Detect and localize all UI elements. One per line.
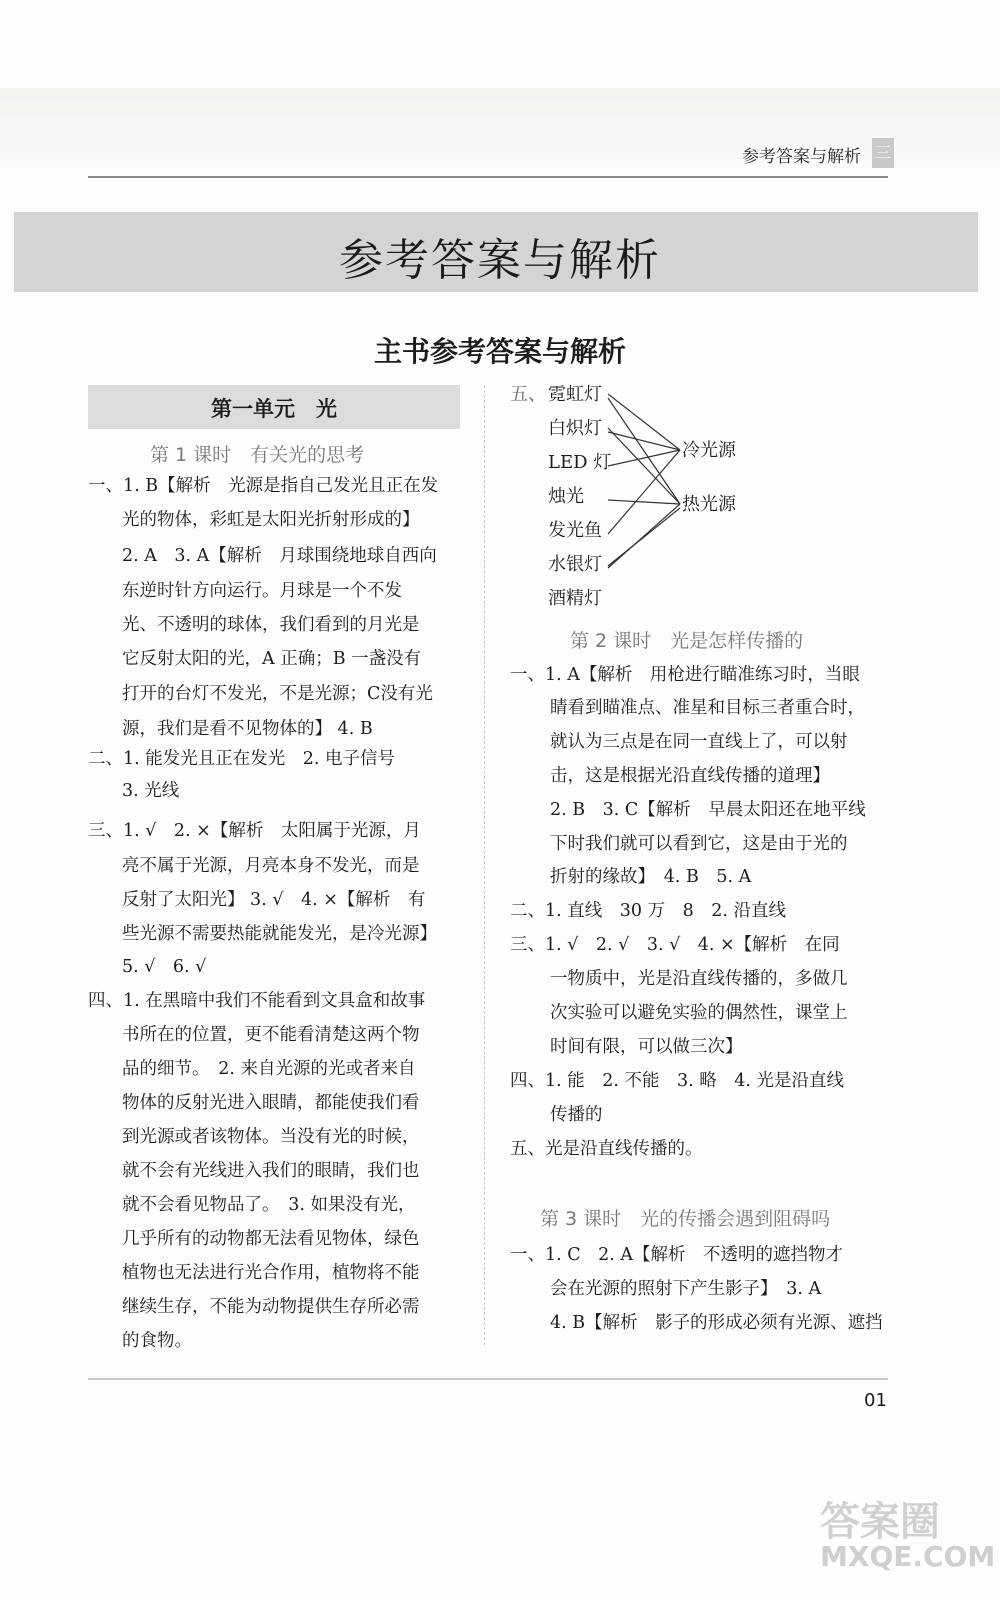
left-line-15: 5. √ 6. √ bbox=[122, 957, 207, 977]
right-a-line-15: 五、光是沿直线传播的。 bbox=[510, 1139, 703, 1159]
left-line-20: 到光源或者该物体。当没有光的时候， bbox=[122, 1127, 420, 1147]
diagram-left-item-5: 发光鱼 bbox=[548, 520, 602, 541]
diagram-left-item-3: LED 灯 bbox=[548, 452, 612, 473]
lesson-3-heading: 第 3 课时 光的传播会遇到阻碍吗 bbox=[540, 1208, 831, 1230]
running-header: 参考答案与解析 bbox=[742, 147, 861, 167]
left-line-4: 东逆时针方向运行。月球是一个不发 bbox=[122, 581, 402, 601]
diagram-left-item-2: 白炽灯 bbox=[548, 418, 602, 439]
left-line-14: 些光源不需要热能就能发光，是冷光源】 bbox=[122, 924, 437, 944]
left-line-7: 打开的台灯不发光，不是光源；C没有光 bbox=[122, 684, 433, 704]
left-line-22: 就不会看见物品了。 3. 如果没有光， bbox=[122, 1195, 416, 1215]
right-a-line-5: 2. B 3. C【解析 早晨太阳还在地平线 bbox=[550, 800, 866, 820]
right-a-line-12: 时间有限，可以做三次】 bbox=[550, 1037, 743, 1057]
right-a-line-14: 传播的 bbox=[550, 1105, 603, 1125]
matching-lines bbox=[484, 384, 784, 584]
watermark-url: MXQE.COM bbox=[820, 1540, 996, 1573]
left-line-19: 物体的反射光进入眼睛，都能使我们看 bbox=[122, 1093, 420, 1113]
page-title: 参考答案与解析 bbox=[339, 235, 661, 286]
diagram-left-item-6: 水银灯 bbox=[548, 554, 602, 575]
left-line-13: 反射了太阳光】 3. √ 4. ×【解析 有 bbox=[122, 890, 426, 910]
right-a-line-9: 三、1. √ 2. √ 3. √ 4. ×【解析 在同 bbox=[510, 935, 840, 955]
left-line-26: 的食物。 bbox=[122, 1331, 192, 1351]
line-mercury-hot bbox=[608, 504, 680, 568]
left-line-11: 三、1. √ 2. ×【解析 太阳属于光源，月 bbox=[88, 821, 421, 841]
lesson-2-heading: 第 2 课时 光是怎样传播的 bbox=[570, 630, 804, 652]
right-a-line-1: 一、1. A【解析 用枪进行瞄准练习时，当眼 bbox=[510, 665, 860, 685]
line-neon-hot bbox=[608, 398, 680, 504]
right-b-line-3: 4. B【解析 影子的形成必须有光源、遮挡 bbox=[550, 1313, 883, 1333]
page-number: 01 bbox=[864, 1390, 887, 1411]
right-b-line-2: 会在光源的照射下产生影子】 3. A bbox=[550, 1279, 822, 1299]
left-line-25: 继续生存，不能为动物提供生存所必需 bbox=[122, 1297, 420, 1317]
right-a-line-8: 二、1. 直线 30 万 8 2. 沿直线 bbox=[510, 901, 786, 921]
diagram-right-item-1: 冷光源 bbox=[682, 440, 736, 461]
left-line-3: 2. A 3. A【解析 月球围绕地球自西向 bbox=[122, 546, 437, 566]
left-line-16: 四、1. 在黑暗中我们不能看到文具盒和故事 bbox=[88, 991, 426, 1011]
right-a-line-13: 四、1. 能 2. 不能 3. 略 4. 光是沿直线 bbox=[510, 1071, 845, 1091]
left-line-8: 源，我们是看不见物体的】 4. B bbox=[122, 719, 373, 739]
right-a-line-10: 一物质中，光是沿直线传播的，多做几 bbox=[550, 969, 848, 989]
section-subtitle: 主书参考答案与解析 bbox=[373, 335, 626, 368]
diagram-left-item-7: 酒精灯 bbox=[548, 588, 602, 609]
watermark-logo: 答案圈 bbox=[820, 1499, 940, 1545]
right-a-line-3: 就认为三点是在同一直线上了，可以射 bbox=[550, 732, 848, 752]
left-line-6: 它反射太阳的光，A 正确；B 一盏没有 bbox=[122, 649, 422, 669]
left-line-9: 二、1. 能发光且正在发光 2. 电子信号 bbox=[88, 749, 396, 769]
left-line-12: 亮不属于光源，月亮本身不发光，而是 bbox=[122, 856, 420, 876]
line-alcohol-hot bbox=[608, 508, 680, 566]
footer-rule bbox=[88, 1378, 888, 1380]
right-a-line-7: 折射的缘故】 4. B 5. A bbox=[550, 867, 752, 887]
diagram-prefix: 五、 bbox=[510, 384, 546, 405]
left-line-23: 几乎所有的动物都无法看见物体，绿色 bbox=[122, 1229, 420, 1249]
left-line-17: 书所在的位置，更不能看清楚这两个物 bbox=[122, 1025, 420, 1045]
diagram-left-item-4: 烛光 bbox=[548, 486, 584, 507]
right-b-line-1: 一、1. C 2. A【解析 不透明的遮挡物才 bbox=[510, 1245, 844, 1265]
right-a-line-11: 次实验可以避免实验的偶然性，课堂上 bbox=[550, 1003, 848, 1023]
unit-heading: 第一单元 光 bbox=[211, 397, 337, 421]
line-candle-hot bbox=[608, 500, 680, 504]
lesson-1-heading: 第 1 课时 有关光的思考 bbox=[150, 444, 365, 466]
left-line-5: 光、不透明的球体，我们看到的月光是 bbox=[122, 615, 420, 635]
chapter-tab: 三 bbox=[872, 138, 894, 168]
left-line-1: 一、1. B【解析 光源是指自己发光且正在发 bbox=[88, 476, 439, 496]
line-led-cold bbox=[608, 450, 680, 466]
header-rule bbox=[88, 176, 888, 178]
left-line-21: 就不会有光线进入我们的眼睛，我们也 bbox=[122, 1161, 420, 1181]
left-line-24: 植物也无法进行光合作用，植物将不能 bbox=[122, 1263, 420, 1283]
left-line-18: 品的细节。 2. 来自光源的光或者来自 bbox=[122, 1059, 416, 1079]
left-line-2: 光的物体，彩虹是太阳光折射形成的】 bbox=[122, 510, 420, 530]
right-a-line-6: 下时我们就可以看到它，这是由于光的 bbox=[550, 834, 848, 854]
left-line-10: 3. 光线 bbox=[122, 781, 180, 801]
right-a-line-2: 睛看到瞄准点、准星和目标三者重合时， bbox=[550, 698, 865, 718]
diagram-right-item-2: 热光源 bbox=[682, 494, 736, 515]
right-a-line-4: 击，这是根据光沿直线传播的道理】 bbox=[550, 766, 830, 786]
diagram-left-item-1: 霓虹灯 bbox=[548, 384, 602, 405]
